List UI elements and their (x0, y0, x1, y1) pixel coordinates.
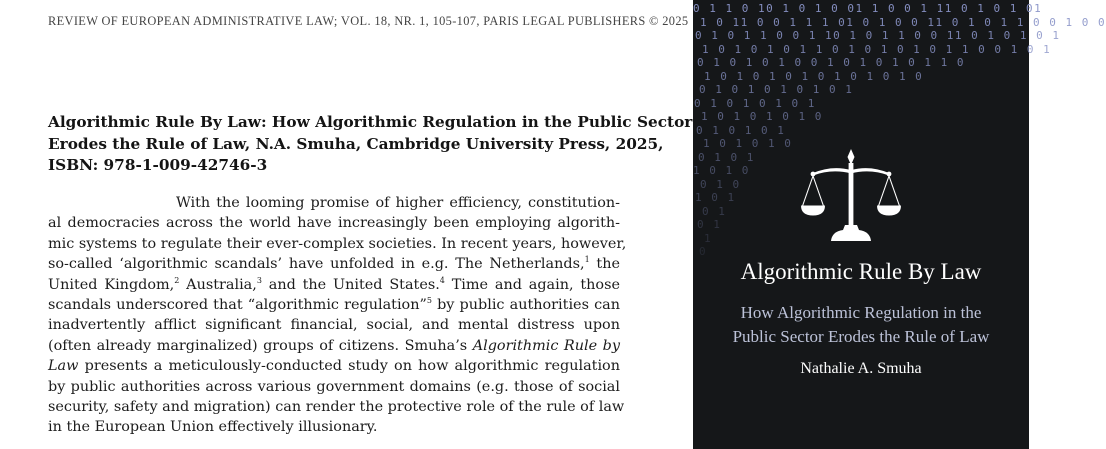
book-cover (693, 0, 1106, 449)
footnote-ref-4[interactable]: 4 (439, 275, 445, 285)
body-line-11: security, safety and migration) can render the protective role of the rule of law (48, 399, 625, 416)
cover-subtitle-line-1: How Algorithmic Regulation in the (740, 303, 982, 322)
body-line-6-text-b: by public authorities can (431, 297, 620, 314)
binary-row: 1 0 1 0 1 0 (703, 137, 793, 150)
review-title-line-3: ISBN: 978-1-009-42746-3 (48, 156, 268, 174)
binary-row: 1 (704, 231, 713, 245)
body-line-12: in the European Union effectively illusionary. (48, 419, 378, 436)
binary-row: 1 0 1 (695, 191, 736, 204)
binary-row: 0 1 1 0 10 1 0 1 0 01 1 0 0 1 11 0 1 0 1 01 (693, 2, 1043, 15)
body-line-8-text-a: (often already marginalized) groups of citizens. Smuha’s (48, 337, 473, 354)
binary-row: 0 1 0 1 0 1 0 1 (694, 96, 816, 110)
binary-row: 1 0 1 0 1 0 1 0 (701, 110, 823, 123)
body-line-3: mic systems to regulate their ever-complex societies. In recent years, however, (48, 235, 627, 252)
review-title-line-1: Algorithmic Rule By Law: How Algorithmic Regulation in the Public Sector (48, 113, 693, 131)
body-line-2: al democracies across the world have increasingly been employing algorith- (48, 215, 620, 232)
binary-row: 0 1 (697, 218, 722, 231)
book-title-italic-a: Algorithmic Rule by (472, 337, 620, 354)
body-line-4-text-b: the (589, 256, 620, 273)
body-line-1: With the looming promise of higher efficiency, constitution- (176, 195, 620, 211)
binary-row: 0 1 (702, 204, 727, 218)
body-line-5-text-b: Australia, (179, 276, 257, 293)
binary-row: 0 1 0 1 1 0 0 1 10 1 0 1 1 0 0 11 0 1 0 1 0 1 (695, 29, 1061, 42)
body-line-6 (48, 295, 620, 315)
binary-row: 0 1 0 1 0 1 0 0 1 0 1 0 1 0 1 1 0 (697, 56, 966, 69)
cover-subtitle (693, 301, 1029, 349)
scales-of-justice-icon (801, 146, 901, 246)
body-line-8 (48, 336, 620, 356)
body-line-6-text-a: scandals underscored that “algorithmic regulation” (48, 297, 427, 314)
body-line-7: inadvertently afflict significant financial, social, and mental distress upon (48, 317, 620, 334)
body-line-9-text-b: presents a meticulously-conducted study on how algorithmic regulation (78, 358, 620, 375)
body-line-5-text-d: Time and again, those (444, 276, 620, 293)
book-title-italic-b: Law (48, 358, 79, 375)
footnote-ref-5[interactable]: 5 (426, 296, 432, 306)
binary-row: 0 (699, 245, 708, 258)
cover-subtitle-line-2: Public Sector Erodes the Rule of Law (732, 327, 990, 346)
cover-author: Nathalie A. Smuha (800, 360, 922, 377)
body-line-4 (48, 254, 620, 274)
footnote-ref-3[interactable]: 3 (256, 275, 262, 285)
binary-row: 0 1 0 1 (698, 150, 755, 164)
footnote-ref-1[interactable]: 1 (584, 255, 590, 265)
body-line-9 (48, 356, 620, 376)
body-line-5-text-c: and the United States. (261, 276, 440, 293)
footnote-ref-2[interactable]: 2 (174, 275, 180, 285)
binary-row: 1 0 11 0 0 1 1 1 01 0 1 0 0 11 0 1 0 1 1 0 0 1 0 0 (700, 15, 1106, 29)
binary-row: 0 1 0 1 0 1 0 1 0 1 (699, 83, 854, 96)
body-line-4-text-a: so-called ‘algorithmic scandals’ have unfolded in e.g. The Netherlands, (48, 256, 585, 273)
body-line-5-text-a: United Kingdom, (48, 276, 175, 293)
body-line-10: by public authorities across various government domains (e.g. those of social (48, 378, 620, 395)
binary-row: 1 0 1 0 (693, 164, 750, 177)
cover-title: Algorithmic Rule By Law (740, 259, 982, 284)
binary-row: 0 1 0 (700, 177, 741, 191)
running-header: REVIEW OF EUROPEAN ADMINISTRATIVE LAW; VOL. 18, NR. 1, 105-107, PARIS LEGAL PUBLISHERS © 2025 (48, 14, 689, 28)
body-line-5 (48, 275, 620, 295)
review-title-line-2: Erodes the Rule of Law, N.A. Smuha, Cambridge University Press, 2025, (48, 134, 664, 153)
binary-row: 1 0 1 0 1 0 1 1 0 1 0 1 0 1 0 1 1 0 0 1 0 1 (702, 42, 1052, 56)
binary-row: 1 0 1 0 1 0 1 0 1 0 1 0 1 0 (704, 69, 924, 83)
review-title (48, 112, 693, 177)
binary-row: 0 1 0 1 0 1 (696, 123, 786, 137)
review-body (48, 193, 627, 438)
